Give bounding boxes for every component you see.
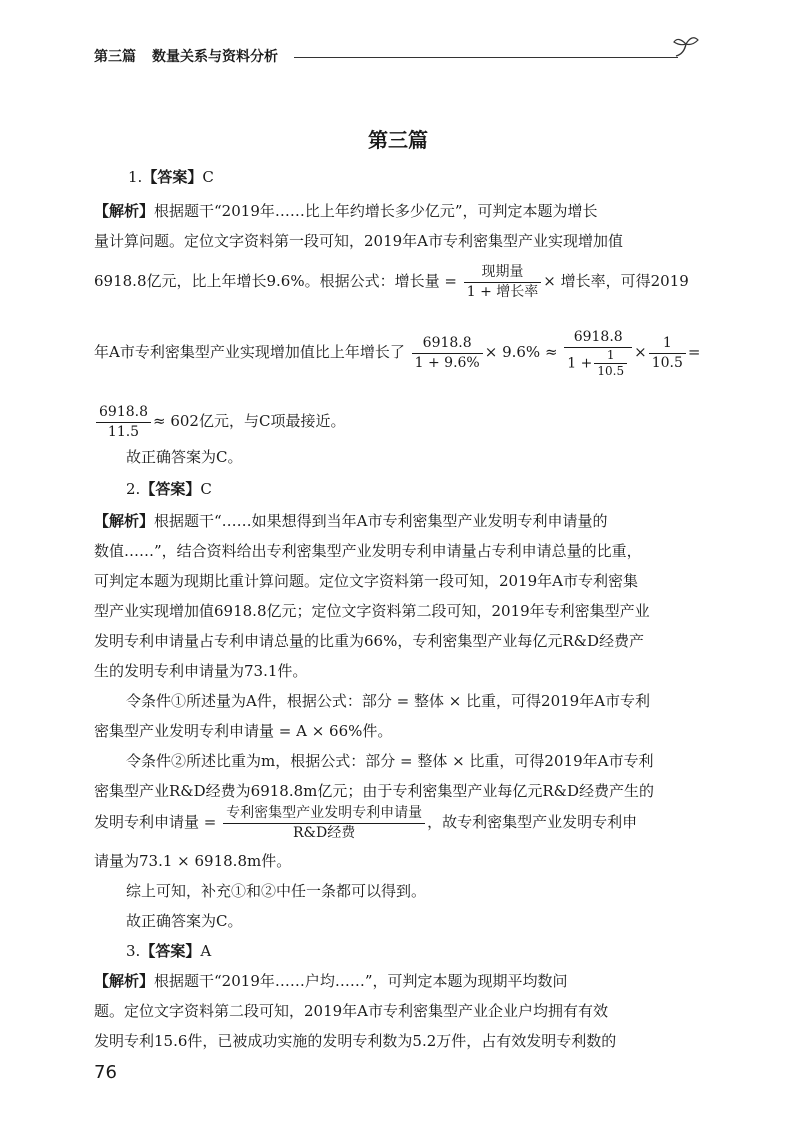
q2-line-12: 请量为73.1 × 6918.8m件。 [94,852,292,870]
running-header-part: 第三篇 [94,49,136,65]
formula-growth: $\frac{\text{现期量}}{\text{1 + 增长率}}$ [464,263,542,302]
q2-line-7: 令条件①所述量为A件，根据公式：部分 = 整体 × 比重，可得2019年A市专利 [126,692,651,710]
q2-line-1: 【解析】根据题干“……如果想得到当年A市专利密集型产业发明专利申请量的 [94,512,608,530]
q2-line-3: 可判定本题为现期比重计算问题。定位文字资料第一段可知，2019年A市专利密集 [94,572,639,590]
q2-answer: C [200,480,212,498]
q1-line-4: 年A市专利密集型产业实现增加值比上年增长了 $\frac{6918.8}{1 + 9.6\%}$ × 9.6% ≈ 6918.8 1 + $\frac{1}{10.5}$ × $\frac{1}{10.5}$ = [94,328,701,378]
analysis-label: 【解析】 [94,202,155,220]
q2-line-2: 数值……”，结合资料给出专利密集型产业发明专利申请量占专利申请总量的比重， [94,542,642,560]
q1-number: 1. [128,168,143,186]
q3-line-1: 【解析】根据题干“2019年……户均……”，可判定本题为现期平均数问 [94,972,568,990]
q2-line-11: 发明专利申请量 = $\frac{\text{专利密集型产业发明专利申请量}}{\text{R\&D经费}}$ ，故专利密集型产业发明专利申 [94,804,638,841]
q3-line-2: 题。定位文字资料第二段可知，2019年A市专利密集型产业企业户均拥有有效 [94,1002,609,1020]
page-title: 第三篇 [368,128,428,152]
formula-patent: $\frac{\text{专利密集型产业发明专利申请量}}{\text{R\&D经费}}$ [223,804,425,843]
q2-line-9: 令条件②所述比重为m，根据公式：部分 = 整体 × 比重，可得2019年A市专利 [126,752,654,770]
formula-f3: 6918.8 1 + $\frac{1}{10.5}$ [564,328,632,379]
q2-answer-line: 2.【答案】C [126,480,212,498]
q2-line-8: 密集型产业发明专利申请量 = A × 66%件。 [94,722,393,740]
q2-number: 2. [126,480,141,498]
q3-answer: A [200,942,212,960]
header-rule [294,57,678,58]
formula-f5: $\frac{6918.8}{11.5}$ [96,403,151,442]
q2-line-14: 故正确答案为C。 [126,912,243,930]
q3-line-3: 发明专利15.6件，已被成功实施的发明专利数为5.2万件，占有效发明专利数的 [94,1032,617,1050]
q2-line-6: 生的发明专利申请量为73.1件。 [94,662,308,680]
q1-line-6: 故正确答案为C。 [126,448,243,466]
q3-answer-line: 3.【答案】A [126,942,212,960]
answer-label: 【答案】 [142,168,203,186]
page-number: 76 [94,1062,117,1083]
q2-line-13: 综上可知，补充①和②中任一条都可以得到。 [126,882,427,900]
q2-line-10: 密集型产业R&D经费为6918.8m亿元；由于专利密集型产业每亿元R&D经费产生的 [94,782,655,800]
formula-f4: $\frac{1}{10.5}$ [649,334,686,373]
q1-answer-line [128,166,214,187]
q1-line-3: 6918.8亿元，比上年增长9.6%。根据公式：增长量 = $\frac{\text{现期量}}{\text{1 + 增长率}}$ × 增长率，可得2019 [94,263,689,300]
q1-line-5: $\frac{6918.8}{11.5}$ ≈ 602亿元，与C项最接近。 [94,402,345,442]
formula-f2: $\frac{6918.8}{1 + 9.6\%}$ [412,334,483,373]
q2-line-4: 型产业实现增加值6918.8亿元；定位文字资料第二段可知，2019年专利密集型产业 [94,602,650,620]
running-header-title: 数量关系与资料分析 [152,49,278,65]
q1-line-1: 【解析】根据题干“2019年……比上年约增长多少亿元”，可判定本题为增长 [94,202,598,220]
sprout-icon [670,32,700,58]
q1-line-2: 量计算问题。定位文字资料第一段可知，2019年A市专利密集型产业实现增加值 [94,232,624,250]
q2-line-5: 发明专利申请量占专利申请总量的比重为66%，专利密集型产业每亿元R&D经费产 [94,632,645,650]
q3-number: 3. [126,942,141,960]
q1-answer: C [202,168,214,186]
